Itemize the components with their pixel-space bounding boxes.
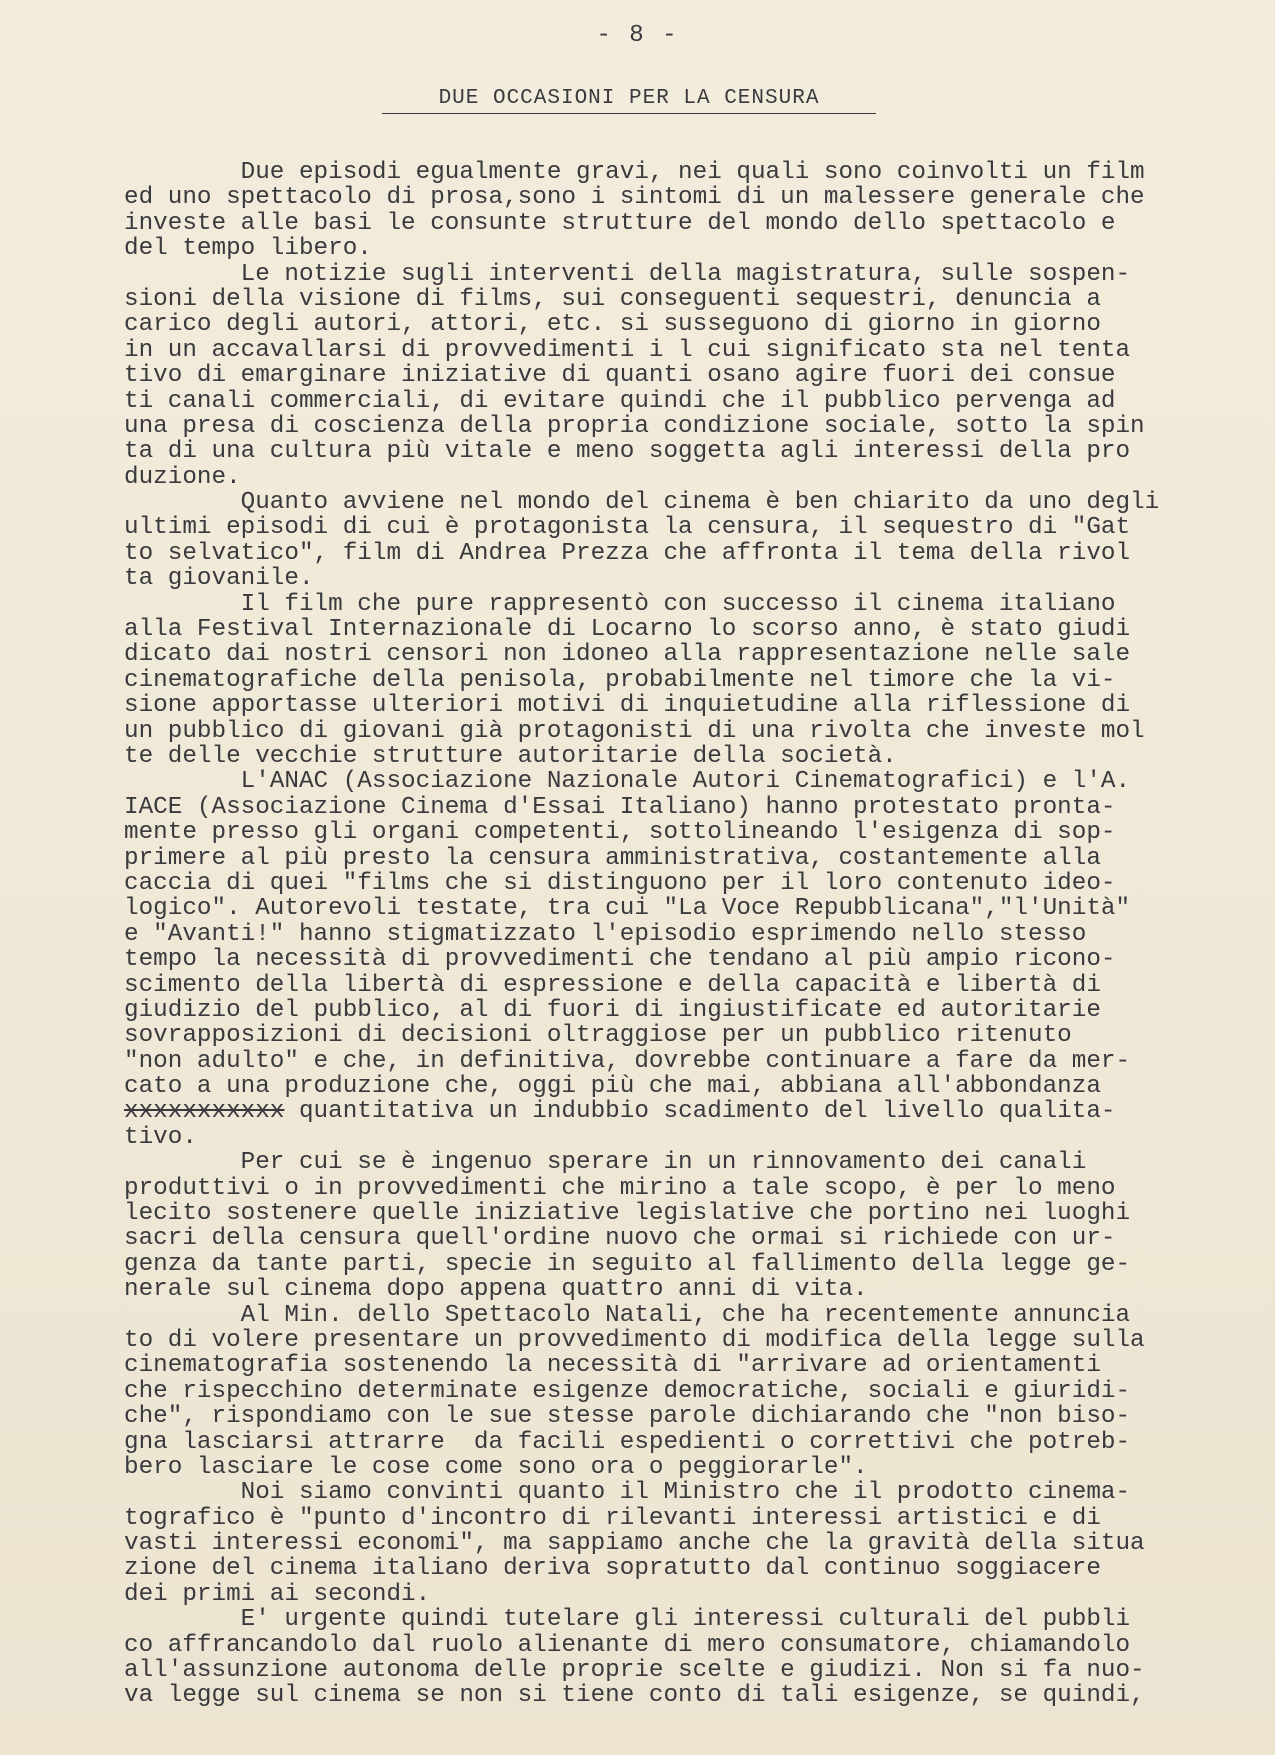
text-line: tivo di emarginare iniziative di quanti osano agire fuori dei consue [124, 362, 1116, 390]
text-line: Due episodi egualmente gravi, nei quali sono coinvolti un film [124, 159, 1145, 186]
text-line: scimento della libertà di espressione e della capacità e libertà di [124, 971, 1101, 999]
text-line: duzione. [124, 463, 241, 491]
text-line: bero lasciare le cose come sono ora o peggiorarle". [124, 1453, 868, 1481]
text-line: to di volere presentare un provvedimento di modifica della legge sulla [124, 1326, 1145, 1354]
text-line: Al Min. dello Spettacolo Natali, che ha recentemente annuncia [124, 1301, 1131, 1329]
text-line: che rispecchino determinate esigenze democratiche, sociali e giuridi- [124, 1377, 1131, 1405]
text-line: che", rispondiamo con le sue stesse parole dichiarando che "non biso- [124, 1403, 1131, 1431]
text-line: Le notizie sugli interventi della magistratura, sulle sospen- [124, 260, 1131, 288]
text-line: "non adulto" e che, in definitiva, dovrebbe continuare a fare da mer- [124, 1047, 1131, 1075]
text-line: gna lasciarsi attrarre da facili espedienti o correttivi che potreb- [124, 1428, 1131, 1456]
text-line: in un accavallarsi di provvedimenti i l cui significato sta nel tenta [124, 336, 1131, 364]
article-body [124, 160, 1204, 1709]
text-line: zione del cinema italiano deriva sopratutto dal continuo soggiacere [124, 1555, 1101, 1583]
text-line: genza da tante parti, specie in seguito al fallimento della legge ge- [124, 1250, 1131, 1278]
text-line: ultimi episodi di cui è protagonista la censura, il sequestro di "Gat [124, 514, 1131, 542]
text-line: un pubblico di giovani già protagonisti di una rivolta che investe mol [124, 717, 1145, 745]
text-line: vasti interessi economi", ma sappiamo anche che la gravità della situa [124, 1530, 1145, 1558]
text-line: ed uno spettacolo di prosa,sono i sintomi di un malessere generale che [124, 184, 1145, 212]
text-line: sioni della visione di films, sui conseguenti sequestri, denuncia a [124, 285, 1101, 313]
text-line: carico degli autori, attori, etc. si susseguono di giorno in giorno [124, 311, 1101, 339]
text-line: mente presso gli organi competenti, sottolineando l'esigenza di sop- [124, 819, 1116, 847]
text-line: cinematografia sostenendo la necessità di "arrivare ad orientamenti [124, 1352, 1101, 1380]
text-line: te delle vecchie strutture autoritarie della società. [124, 742, 897, 770]
text-line: e "Avanti!" hanno stigmatizzato l'episodio esprimendo nello stesso [124, 920, 1087, 948]
text-line: tografico è "punto d'incontro di rilevanti interessi artistici e di [124, 1504, 1101, 1532]
text-line: del tempo libero. [124, 235, 372, 263]
text-line: primere al più presto la censura amministrativa, costantemente alla [124, 844, 1101, 872]
text-line: E' urgente quindi tutelare gli interessi culturali del pubbli [124, 1606, 1131, 1634]
struck-out-text: xxxxxxxxxxx [124, 1098, 285, 1126]
text-line: giudizio del pubblico, al di fuori di ingiustificate ed autoritarie [124, 996, 1101, 1024]
text-line: produttivi o in provvedimenti che mirino a tale scopo, è per lo meno [124, 1174, 1116, 1202]
article-title: DUE OCCASIONI PER LA CENSURA [382, 86, 876, 114]
text-line: tivo. [124, 1123, 197, 1151]
text-line: ta giovanile. [124, 565, 314, 593]
text-line: co affrancandolo dal ruolo alienante di mero consumatore, chiamandolo [124, 1631, 1131, 1659]
text-line: caccia di quei "films che si distinguono per il loro contenuto ideo- [124, 869, 1116, 897]
text-line: L'ANAC (Associazione Nazionale Autori Cinematografici) e l'A. [124, 768, 1131, 796]
text-line: Per cui se è ingenuo sperare in un rinnovamento dei canali [124, 1149, 1087, 1177]
text-line: xxxxxxxxxxx quantitativa un indubbio scadimento del livello qualita- [124, 1098, 1116, 1126]
text-line: Noi siamo convinti quanto il Ministro che il prodotto cinema- [124, 1479, 1131, 1507]
page-number: - 8 - [596, 22, 679, 49]
text-line: sione apportasse ulteriori motivi di inquietudine alla riflessione di [124, 692, 1131, 720]
text-line: dei primi ai secondi. [124, 1580, 431, 1608]
text-line: Quanto avviene nel mondo del cinema è ben chiarito da uno degli [124, 489, 1160, 517]
text-line: dicato dai nostri censori non idoneo alla rappresentazione nelle sale [124, 641, 1131, 669]
text-line: nerale sul cinema dopo appena quattro anni di vita. [124, 1276, 868, 1304]
text-line: lecito sostenere quelle iniziative legislative che portino nei luoghi [124, 1200, 1131, 1228]
text-line: logico". Autorevoli testate, tra cui "La Voce Repubblicana","l'Unità" [124, 895, 1131, 923]
text-line: ta di una cultura più vitale e meno soggetta agli interessi della pro [124, 438, 1131, 466]
text-line: una presa di coscienza della propria condizione sociale, sotto la spin [124, 412, 1145, 440]
text-line: sacri della censura quell'ordine nuovo che ormai si richiede con ur- [124, 1225, 1116, 1253]
text-line: va legge sul cinema se non si tiene conto di tali esigenze, se quindi, [124, 1682, 1145, 1710]
text-line: Il film che pure rappresentò con successo il cinema italiano [124, 590, 1116, 618]
text-line: tempo la necessità di provvedimenti che tendano al più ampio ricono- [124, 946, 1116, 974]
text-line: investe alle basi le consunte strutture del mondo dello spettacolo e [124, 209, 1116, 237]
text-line: ti canali commerciali, di evitare quindi che il pubblico pervenga ad [124, 387, 1116, 415]
text-line: cato a una produzione che, oggi più che mai, abbiana all'abbondanza [124, 1073, 1101, 1101]
text-line: IACE (Associazione Cinema d'Essai Italiano) hanno protestato pronta- [124, 793, 1116, 821]
text-line: cinematografiche della penisola, probabilmente nel timore che la vi- [124, 666, 1116, 694]
text-line: alla Festival Internazionale di Locarno lo scorso anno, è stato giudi [124, 616, 1131, 644]
text-line: sovrapposizioni di decisioni oltraggiose per un pubblico ritenuto [124, 1022, 1072, 1050]
text-line: to selvatico", film di Andrea Prezza che affronta il tema della rivol [124, 539, 1131, 567]
text-line: all'assunzione autonoma delle proprie scelte e giudizi. Non si fa nuo- [124, 1657, 1145, 1685]
